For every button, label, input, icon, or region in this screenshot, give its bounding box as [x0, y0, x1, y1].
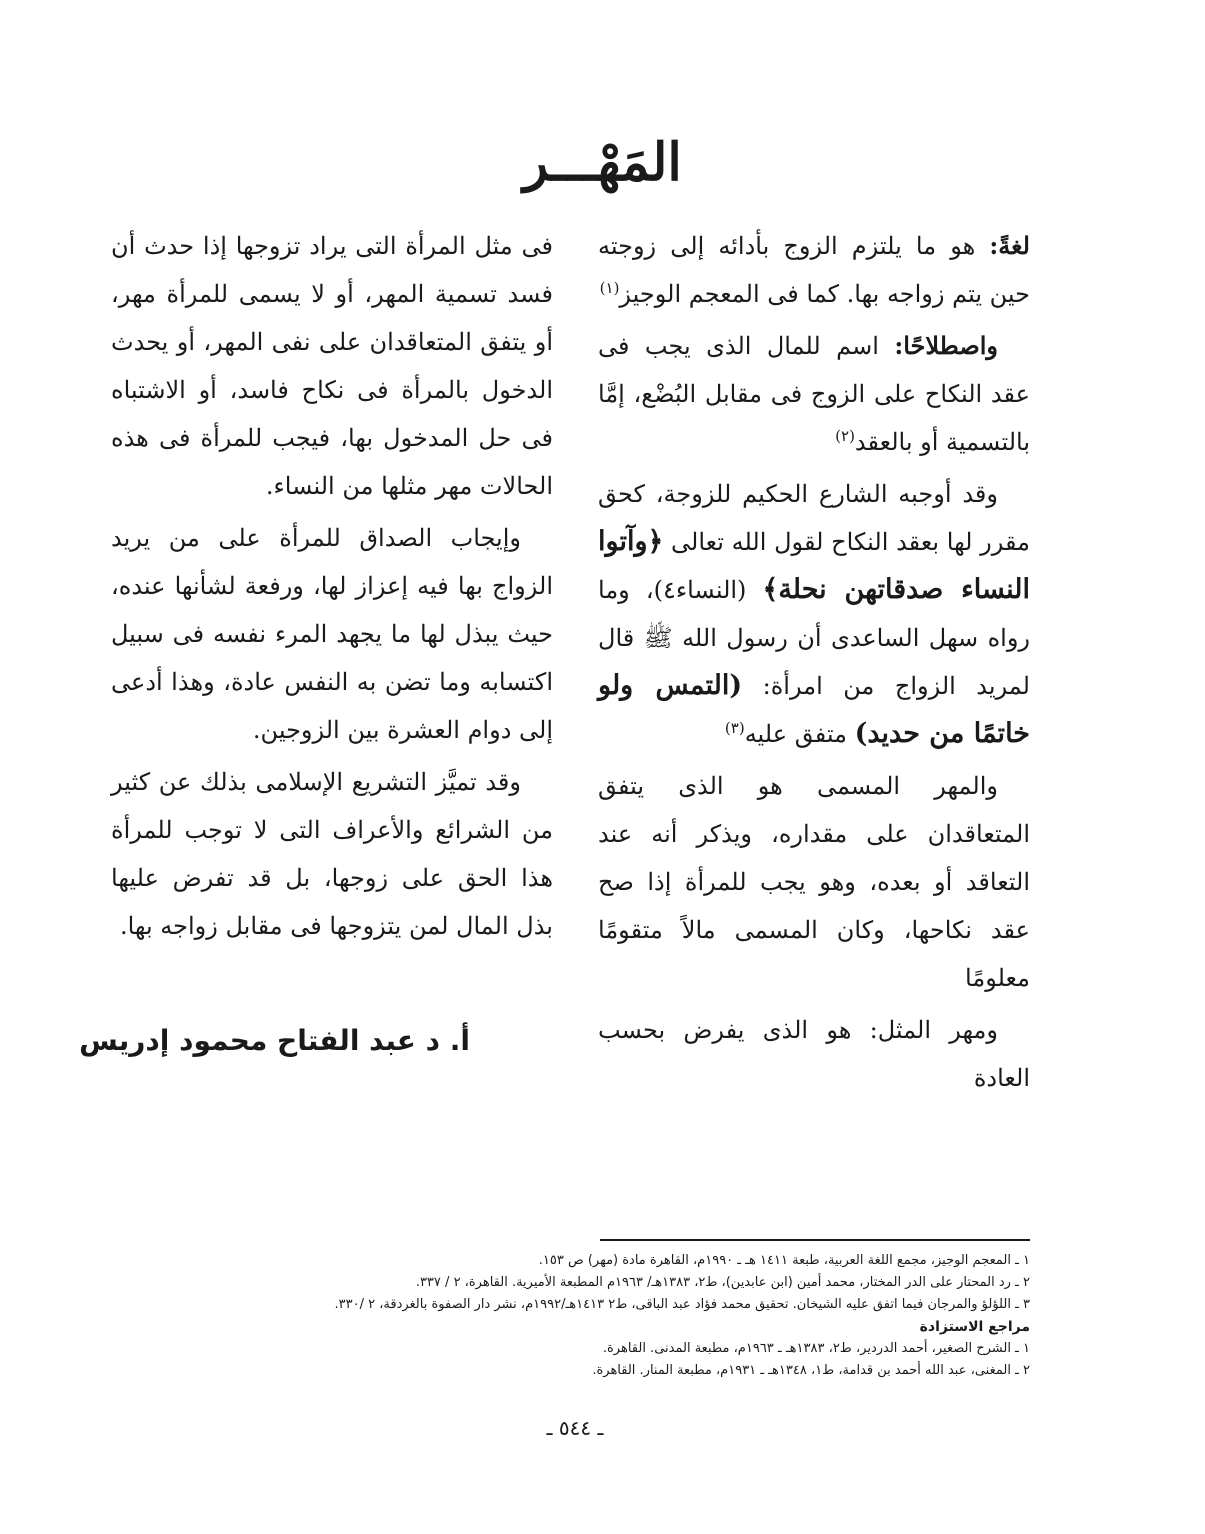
paragraph-technical-definition: [598, 322, 1030, 466]
page-number: ـ ٥٤٤ ـ: [546, 1416, 604, 1440]
term-lexical: لغةً:: [989, 231, 1030, 260]
footnote-item: ٣ ـ اللؤلؤ والمرجان فيما اتفق عليه الشيخان. تحقيق محمد فؤاد عبد الباقى، ط٢ ١٤١٣هـ/١٩٩٢م، نشر دار الصفوة بالغردقة، ٢ /٣٣٠.: [334, 1297, 1030, 1312]
paragraph-named-dowry: والمهر المسمى هو الذى يتفق المتعاقدان على مقداره، ويذكر أنه عند التعاقد أو بعده، وهو يجب للمرأة إذا صح عقد نكاحها، وكان المسمى مالاً متقومًا معلومًا: [598, 772, 1030, 992]
footnote-ref-2: (٢): [835, 427, 855, 445]
legal-basis-text-c: متفق عليه: [744, 720, 855, 748]
paragraph-dowry-wisdom: وإيجاب الصداق للمرأة على من يريد الزواج بها فيه إعزاز لها، ورفعة لشأنها عنده، حيث يبذل لها ما يجهد المرء نفسه فى سبيل اكتسابه وما تضن به النفس عادة، وهذا أدعى إلى دوام العشرة بين الزوجين.: [111, 524, 553, 744]
reference-item: ٢ ـ المغنى، عبد الله أحمد بن قدامة، ط١، ١٣٤٨هـ ـ ١٩٣١م، مطبعة المنار. القاهرة.: [592, 1363, 1030, 1378]
technical-text: اسم للمال الذى يجب فى عقد النكاح على الزوج فى مقابل البُضْع، إمَّا بالتسمية أو بالعقد: [598, 332, 1030, 456]
hadith-quote: (التمس ولو خاتمًا من حديد): [598, 670, 1030, 749]
term-technical: واصطلاحًا:: [894, 331, 998, 360]
author-name: أ. د عبد الفتاح محمود إدريس: [79, 1024, 470, 1057]
paragraph-legal-basis: [598, 470, 1030, 758]
right-column: [598, 222, 1030, 1106]
paragraph-equivalent-dowry-start: ومهر المثل: هو الذى يفرض بحسب العادة: [598, 1016, 1030, 1092]
legal-basis-text-a: وقد أوجبه الشارع الحكيم للزوجة، كحق مقرر لها بعقد النكاح لقول الله تعالى: [598, 480, 1030, 556]
left-column: [111, 222, 553, 954]
footnote-ref-3: (٣): [724, 719, 745, 737]
legal-basis-text-b: (النساء٤)، وما رواه سهل الساعدى أن رسول الله ﷺ قال لمريد الزواج من امرأة:: [598, 576, 1030, 700]
footnote-item: ٢ ـ رد المحتار على الدر المختار، محمد أمين (ابن عابدين)، ط٢، ١٣٨٣هـ/ ١٩٦٣م المطبعة الأميرية. القاهرة، ٢ / ٣٣٧.: [415, 1275, 1030, 1290]
reference-item: ١ ـ الشرح الصغير، أحمد الدردير، ط٢، ١٣٨٣هـ ـ ١٩٦٣م، مطبعة المدنى. القاهرة.: [602, 1341, 1030, 1356]
footnote-item: ١ ـ المعجم الوجيز، مجمع اللغة العربية، طبعة ١٤١١ هـ ـ ١٩٩٠م، القاهرة مادة (مهر) ص ١٥٣.: [538, 1253, 1030, 1268]
references-heading: مراجع الاستزادة: [919, 1319, 1030, 1335]
lexical-text: هو ما يلتزم الزوج بأدائه إلى زوجته حين يتم زواجه بها. كما فى المعجم الوجيز: [598, 232, 1030, 308]
paragraph-lexical-definition: [598, 222, 1030, 318]
footnotes-section: [150, 1250, 1030, 1382]
footnote-divider: [600, 1239, 1030, 1241]
footnote-ref-1: (١): [599, 279, 620, 297]
page-title: المَهْـــر: [523, 132, 682, 193]
paragraph-equivalent-dowry-cont: فى مثل المرأة التى يراد تزوجها إذا حدث أن فسد تسمية المهر، أو لا يسمى للمرأة مهر، أو يتفق المتعاقدان على نفى المهر، أو يحدث الدخول بالمرأة فى نكاح فاسد، أو الاشتباه فى حل المدخول بها، فيجب للمرأة فى هذه الحالات مهر مثلها من النساء.: [111, 232, 553, 500]
paragraph-islamic-distinction: وقد تميَّز التشريع الإسلامى بذلك عن كثير من الشرائع والأعراف التى لا توجب للمرأة هذا الحق على زوجها، بل قد تفرض عليها بذل المال لمن يتزوجها فى مقابل زواجه بها.: [111, 768, 553, 940]
quran-verse: ﴿وآتوا النساء صدقاتهن نحلة﴾: [598, 526, 1030, 605]
